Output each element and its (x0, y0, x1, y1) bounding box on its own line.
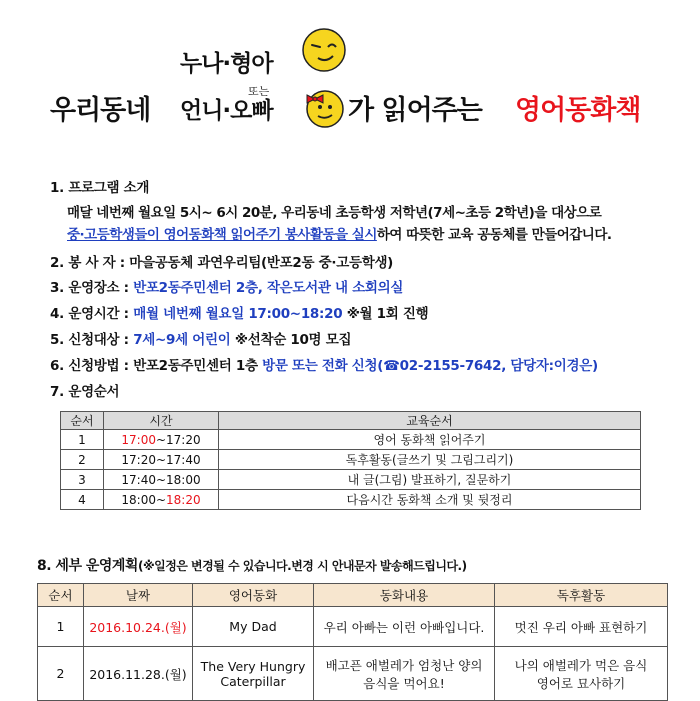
row-time (104, 430, 219, 450)
table-header-cell: 영어동화 (193, 584, 314, 607)
row-date: 2016.11.28.(월) (84, 647, 193, 701)
section-5-value: 7세~9세 어린이 (133, 332, 231, 348)
table-row (61, 430, 641, 450)
table-header-cell: 동화내용 (314, 584, 495, 607)
section-4-note: ※월 1회 진행 (346, 306, 429, 322)
table-header-cell: 순서 (38, 584, 84, 607)
book-line: Caterpillar (220, 673, 286, 689)
section-3-label: 3. 운영장소 : (50, 280, 129, 296)
table-header-cell: 교육순서 (219, 412, 641, 430)
winking-face-icon (300, 26, 348, 74)
section-5-note: ※선착순 10명 모집 (234, 332, 352, 348)
plan-table (37, 583, 668, 701)
story-line: 음식을 먹어요! (363, 675, 445, 691)
row-book (193, 647, 314, 701)
row-content: 독후활동(글쓰기 및 그림그리기) (219, 450, 641, 470)
section-4-time (50, 302, 428, 322)
schedule-table (60, 411, 641, 510)
table-row (61, 490, 641, 510)
section-6-apply (50, 354, 598, 374)
activity-line: 영어로 묘사하기 (536, 675, 626, 691)
title-top: 누나·형아 (180, 51, 273, 77)
row-story (314, 647, 495, 701)
section-2-value: 마을공동체 과연우리팀(반포2동 중·고등학생) (129, 255, 394, 271)
section-8-note: (※일정은 변경될 수 있습니다.변경 시 안내문자 발송해드립니다.) (137, 559, 467, 573)
time-start: 17:00 (121, 432, 156, 447)
section-1-desc-line1: 매달 네번째 월요일 5시~ 6시 20분, 우리동네 초등학생 저학년(7세~초등 2학년)을 대상으로 (67, 205, 602, 221)
row-content: 내 글(그림) 발표하기, 질문하기 (219, 470, 641, 490)
time-end: 18:20 (166, 492, 201, 507)
section-8-label: 8. 세부 운영계획 (37, 558, 138, 574)
table-header-cell: 시간 (104, 412, 219, 430)
section-6-value1: 반포2동주민센터 1층 (133, 358, 258, 374)
row-story: 우리 아빠는 이런 아빠입니다. (314, 607, 495, 647)
section-2-volunteer (50, 251, 393, 271)
time-end: ~17:20 (155, 432, 201, 447)
table-header-cell: 날짜 (84, 584, 193, 607)
section-6-value2: 방문 또는 전화 신청 (262, 358, 378, 374)
table-header-row (38, 584, 668, 607)
section-2-label: 2. 봉 사 자 : (50, 255, 125, 271)
table-header-cell: 순서 (61, 412, 104, 430)
title-highlight: 영어동화책 (515, 95, 641, 126)
section-8-heading (37, 555, 467, 575)
section-5-label: 5. 신청대상 : (50, 332, 129, 348)
row-time: 17:20~17:40 (104, 450, 219, 470)
row-activity (495, 647, 668, 701)
row-time: 17:40~18:00 (104, 470, 219, 490)
story-line: 배고픈 애벌레가 엄청난 양의 (325, 657, 483, 673)
row-number: 1 (61, 430, 104, 450)
girl-face-with-bow-icon (303, 85, 347, 129)
title-small: 또는 (248, 85, 270, 98)
section-6-contact: (☎02-2155-7642, 담당자:이경은) (377, 358, 598, 374)
activity-line: 나의 애벌레가 먹은 음식 (514, 657, 648, 673)
section-3-location (50, 276, 403, 296)
section-1-heading: 1. 프로그램 소개 (50, 180, 150, 196)
row-number: 2 (61, 450, 104, 470)
title-left: 우리동네 (50, 95, 151, 126)
section-1-highlight: 중·고등학생들이 영어동화책 읽어주기 봉사활동을 실시 (67, 227, 377, 243)
section-4-label: 4. 운영시간 : (50, 306, 129, 322)
section-6-label: 6. 신청방법 : (50, 358, 129, 374)
table-header-row (61, 412, 641, 430)
table-row (61, 470, 641, 490)
row-number: 2 (38, 647, 84, 701)
row-number: 4 (61, 490, 104, 510)
table-row (38, 607, 668, 647)
row-content: 영어 동화책 읽어주기 (219, 430, 641, 450)
time-start: 18:00~ (121, 492, 167, 507)
section-7-heading: 7. 운영순서 (50, 384, 120, 400)
section-4-value: 매월 네번째 월요일 17:00~18:20 (133, 306, 343, 322)
row-activity: 멋진 우리 아빠 표현하기 (495, 607, 668, 647)
row-content: 다음시간 동화책 소개 및 뒷정리 (219, 490, 641, 510)
row-number: 1 (38, 607, 84, 647)
section-3-value: 반포2동주민센터 2층, 작은도서관 내 소회의실 (133, 280, 404, 296)
section-5-target (50, 328, 351, 348)
title-bottom: 언니·오빠 (180, 98, 273, 124)
table-row (61, 450, 641, 470)
section-1-desc-line2 (67, 223, 612, 243)
section-1-desc-rest: 하여 따뜻한 교육 공동체를 만들어갑니다. (376, 227, 612, 243)
row-book: My Dad (193, 607, 314, 647)
row-date: 2016.10.24.(월) (84, 607, 193, 647)
table-header-cell: 독후활동 (495, 584, 668, 607)
row-number: 3 (61, 470, 104, 490)
book-line: The Very Hungry (200, 658, 306, 674)
title-mid: 가 읽어주는 (348, 95, 482, 126)
row-time (104, 490, 219, 510)
table-row (38, 647, 668, 701)
